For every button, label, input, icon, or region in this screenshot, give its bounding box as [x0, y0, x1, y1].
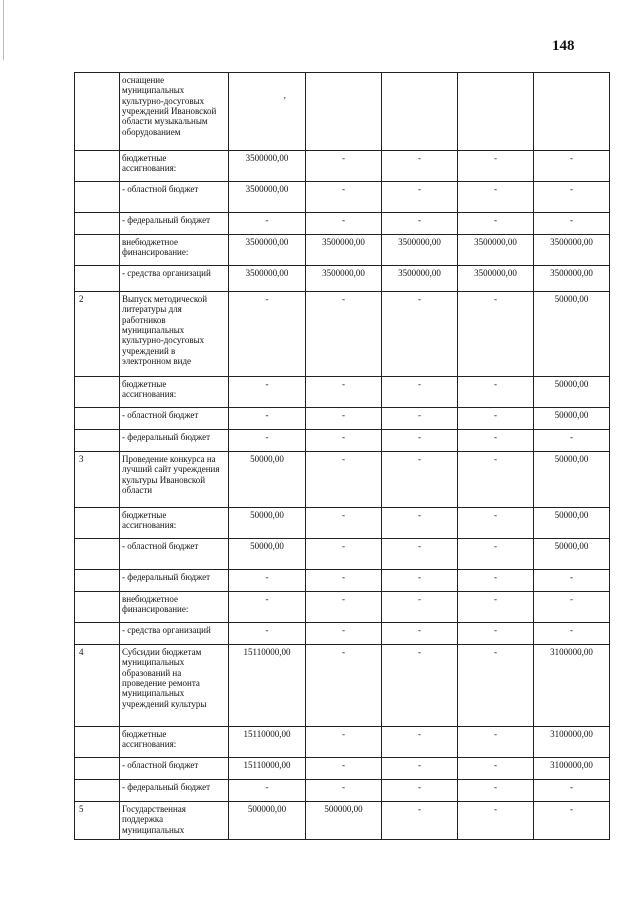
value-cell-year-4: - — [458, 213, 534, 235]
description-text: - федеральный бюджет — [122, 782, 211, 792]
value-cell-year-1: 15110000,00 — [229, 758, 306, 780]
value-cell-year-2: - — [306, 408, 382, 430]
value-cell-year-3: - — [382, 151, 458, 182]
row-number-cell — [75, 758, 120, 780]
row-number-cell — [75, 266, 120, 292]
scan-margin-mark — [3, 0, 4, 60]
description-text: внебюджетное финансирование: — [122, 594, 189, 615]
table-row — [75, 452, 610, 508]
value-cell-year-1: 15110000,00 — [229, 727, 306, 758]
table-row — [75, 73, 610, 151]
value-cell-year-4: - — [458, 780, 534, 802]
description-cell — [120, 452, 229, 508]
row-number-cell — [75, 780, 120, 802]
row-number-cell — [75, 408, 120, 430]
value-cell-year-1: - — [229, 592, 306, 623]
table-row — [75, 266, 610, 292]
value-cell-year-5: - — [534, 151, 610, 182]
value-cell-year-4: - — [458, 408, 534, 430]
value-cell-year-4: - — [458, 182, 534, 213]
value-cell-year-3: - — [382, 182, 458, 213]
value-cell-year-5: - — [534, 592, 610, 623]
table-row — [75, 408, 610, 430]
value-cell-year-4: - — [458, 802, 534, 840]
value-cell-year-3: - — [382, 645, 458, 727]
value-cell-year-4: - — [458, 645, 534, 727]
value-cell-year-1: 3500000,00 — [229, 266, 306, 292]
description-text: Выпуск методической литературы для работников муниципальных культурно-досуговых учреждений в электронном виде — [122, 294, 208, 367]
description-cell — [120, 592, 229, 623]
description-text: - областной бюджет — [122, 184, 199, 194]
page-number: 148 — [552, 38, 575, 54]
value-cell-year-4 — [458, 73, 534, 151]
row-number-cell — [75, 182, 120, 213]
value-cell-year-5: 50000,00 — [534, 452, 610, 508]
description-text: внебюджетное финансирование: — [122, 237, 189, 258]
value-cell-year-1: 3500000,00 — [229, 182, 306, 213]
description-text: - областной бюджет — [122, 760, 199, 770]
value-cell-year-1: 50000,00 — [229, 452, 306, 508]
value-cell-year-1: 3500000,00 — [229, 235, 306, 266]
value-cell-year-3: - — [382, 292, 458, 377]
value-cell-year-3: - — [382, 508, 458, 539]
description-text: Проведение конкурса на лучший сайт учреждения культуры Ивановской области — [122, 454, 220, 496]
description-text: - федеральный бюджет — [122, 432, 211, 442]
value-cell-year-5: - — [534, 780, 610, 802]
value-cell-year-5: 50000,00 — [534, 508, 610, 539]
table-row — [75, 430, 610, 452]
value-cell-year-5: - — [534, 213, 610, 235]
value-cell-year-2: - — [306, 292, 382, 377]
table-row — [75, 727, 610, 758]
value-cell-year-3: - — [382, 592, 458, 623]
value-cell-year-2: 3500000,00 — [306, 266, 382, 292]
description-cell — [120, 508, 229, 539]
row-number-cell: 5 — [75, 802, 120, 840]
value-cell-year-4: - — [458, 151, 534, 182]
value-cell-year-1: - — [229, 570, 306, 592]
table-row — [75, 780, 610, 802]
description-cell — [120, 780, 229, 802]
description-text: бюджетные ассигнования: — [122, 379, 177, 400]
description-text: бюджетные ассигнования: — [122, 510, 177, 531]
value-cell-year-5: 3100000,00 — [534, 758, 610, 780]
description-cell — [120, 235, 229, 266]
value-cell-year-2: - — [306, 377, 382, 408]
value-cell-year-4: 3500000,00 — [458, 235, 534, 266]
value-cell-year-4: - — [458, 452, 534, 508]
row-number-cell — [75, 592, 120, 623]
value-cell-year-4: - — [458, 292, 534, 377]
table-row — [75, 623, 610, 645]
table-row — [75, 758, 610, 780]
description-cell — [120, 430, 229, 452]
description-cell — [120, 151, 229, 182]
value-cell-year-2: - — [306, 430, 382, 452]
value-cell-year-4: - — [458, 758, 534, 780]
value-cell-year-5: 3100000,00 — [534, 645, 610, 727]
row-number-cell — [75, 539, 120, 570]
value-cell-year-2: - — [306, 758, 382, 780]
value-cell-year-3: - — [382, 727, 458, 758]
description-text: - федеральный бюджет — [122, 215, 211, 225]
description-cell — [120, 377, 229, 408]
value-cell-year-3: - — [382, 408, 458, 430]
description-text: бюджетные ассигнования: — [122, 153, 177, 174]
value-cell-year-2 — [306, 73, 382, 151]
value-cell-year-2: 3500000,00 — [306, 235, 382, 266]
description-text: Субсидии бюджетам муниципальных образований на проведение ремонта муниципальных учреждений культуры — [122, 647, 207, 709]
value-cell-year-1: 15110000,00 — [229, 645, 306, 727]
row-number-cell: 4 — [75, 645, 120, 727]
value-cell-year-4: 3500000,00 — [458, 266, 534, 292]
table-row — [75, 235, 610, 266]
row-number-cell — [75, 623, 120, 645]
table-row — [75, 377, 610, 408]
row-number-cell — [75, 377, 120, 408]
description-text: - федеральный бюджет — [122, 572, 211, 582]
description-cell — [120, 802, 229, 840]
row-number-cell: 3 — [75, 452, 120, 508]
value-cell-year-1: - — [229, 408, 306, 430]
value-cell-year-3: - — [382, 570, 458, 592]
value-cell-year-2: - — [306, 182, 382, 213]
value-cell-year-2: - — [306, 645, 382, 727]
table-row — [75, 539, 610, 570]
value-cell-year-4: - — [458, 430, 534, 452]
value-cell-year-3: 3500000,00 — [382, 235, 458, 266]
value-cell-year-1: 3500000,00 — [229, 151, 306, 182]
value-cell-year-2: - — [306, 570, 382, 592]
description-cell — [120, 539, 229, 570]
value-cell-year-4: - — [458, 623, 534, 645]
value-cell-year-4: - — [458, 508, 534, 539]
table-row — [75, 508, 610, 539]
description-cell — [120, 213, 229, 235]
value-cell-year-3: - — [382, 758, 458, 780]
value-cell-year-5: 50000,00 — [534, 377, 610, 408]
value-cell-year-1: - — [229, 780, 306, 802]
row-number-cell — [75, 213, 120, 235]
value-cell-year-2: - — [306, 727, 382, 758]
row-number-cell — [75, 151, 120, 182]
value-cell-year-2: 500000,00 — [306, 802, 382, 840]
value-cell-year-5: 3500000,00 — [534, 266, 610, 292]
value-cell-year-5: 3100000,00 — [534, 727, 610, 758]
value-cell-year-3: - — [382, 780, 458, 802]
value-cell-year-3: - — [382, 377, 458, 408]
description-cell — [120, 182, 229, 213]
scan-artifact: ’ — [283, 96, 287, 107]
row-number-cell — [75, 570, 120, 592]
value-cell-year-1: - — [229, 623, 306, 645]
description-text: бюджетные ассигнования: — [122, 729, 177, 750]
value-cell-year-5: - — [534, 430, 610, 452]
value-cell-year-2: - — [306, 151, 382, 182]
value-cell-year-2: - — [306, 780, 382, 802]
value-cell-year-3: - — [382, 623, 458, 645]
table-row — [75, 802, 610, 840]
value-cell-year-1: - — [229, 377, 306, 408]
description-cell — [120, 292, 229, 377]
table-row — [75, 151, 610, 182]
value-cell-year-5: 50000,00 — [534, 539, 610, 570]
description-cell — [120, 623, 229, 645]
value-cell-year-3: - — [382, 539, 458, 570]
value-cell-year-5 — [534, 73, 610, 151]
value-cell-year-1 — [229, 73, 306, 151]
value-cell-year-3: - — [382, 802, 458, 840]
table-row — [75, 213, 610, 235]
value-cell-year-1: - — [229, 213, 306, 235]
value-cell-year-5: 50000,00 — [534, 408, 610, 430]
description-cell — [120, 570, 229, 592]
value-cell-year-3: - — [382, 452, 458, 508]
description-cell — [120, 727, 229, 758]
value-cell-year-3: - — [382, 430, 458, 452]
table-row — [75, 570, 610, 592]
value-cell-year-5: - — [534, 570, 610, 592]
row-number-cell — [75, 727, 120, 758]
value-cell-year-4: - — [458, 592, 534, 623]
value-cell-year-4: - — [458, 377, 534, 408]
description-cell — [120, 266, 229, 292]
row-number-cell: 2 — [75, 292, 120, 377]
description-cell — [120, 758, 229, 780]
value-cell-year-2: - — [306, 452, 382, 508]
table-row — [75, 292, 610, 377]
value-cell-year-2: - — [306, 539, 382, 570]
value-cell-year-5: - — [534, 182, 610, 213]
value-cell-year-4: - — [458, 570, 534, 592]
table-row — [75, 182, 610, 213]
value-cell-year-3 — [382, 73, 458, 151]
value-cell-year-1: 50000,00 — [229, 539, 306, 570]
value-cell-year-2: - — [306, 213, 382, 235]
description-cell — [120, 408, 229, 430]
description-text: - средства организаций — [122, 625, 211, 635]
description-text: - областной бюджет — [122, 410, 199, 420]
budget-table-body — [75, 73, 610, 840]
description-cell — [120, 73, 229, 151]
table-row — [75, 645, 610, 727]
value-cell-year-4: - — [458, 727, 534, 758]
row-number-cell — [75, 430, 120, 452]
value-cell-year-3: - — [382, 213, 458, 235]
row-number-cell — [75, 73, 120, 151]
value-cell-year-4: - — [458, 539, 534, 570]
table-row — [75, 592, 610, 623]
value-cell-year-1: 500000,00 — [229, 802, 306, 840]
value-cell-year-1: 50000,00 — [229, 508, 306, 539]
description-text: - областной бюджет — [122, 541, 199, 551]
value-cell-year-1: - — [229, 292, 306, 377]
value-cell-year-5: 3500000,00 — [534, 235, 610, 266]
value-cell-year-1: - — [229, 430, 306, 452]
value-cell-year-5: 50000,00 — [534, 292, 610, 377]
description-text: Государственная поддержка муниципальных — [122, 804, 186, 835]
row-number-cell — [75, 508, 120, 539]
value-cell-year-2: - — [306, 623, 382, 645]
description-cell — [120, 645, 229, 727]
description-text: - средства организаций — [122, 268, 211, 278]
value-cell-year-5: - — [534, 623, 610, 645]
value-cell-year-3: 3500000,00 — [382, 266, 458, 292]
description-text: оснащение муниципальных культурно-досуговых учреждений Ивановской области музыкальным оборудованием — [122, 75, 217, 137]
budget-table — [74, 72, 610, 840]
value-cell-year-2: - — [306, 508, 382, 539]
row-number-cell — [75, 235, 120, 266]
value-cell-year-2: - — [306, 592, 382, 623]
value-cell-year-5: - — [534, 802, 610, 840]
